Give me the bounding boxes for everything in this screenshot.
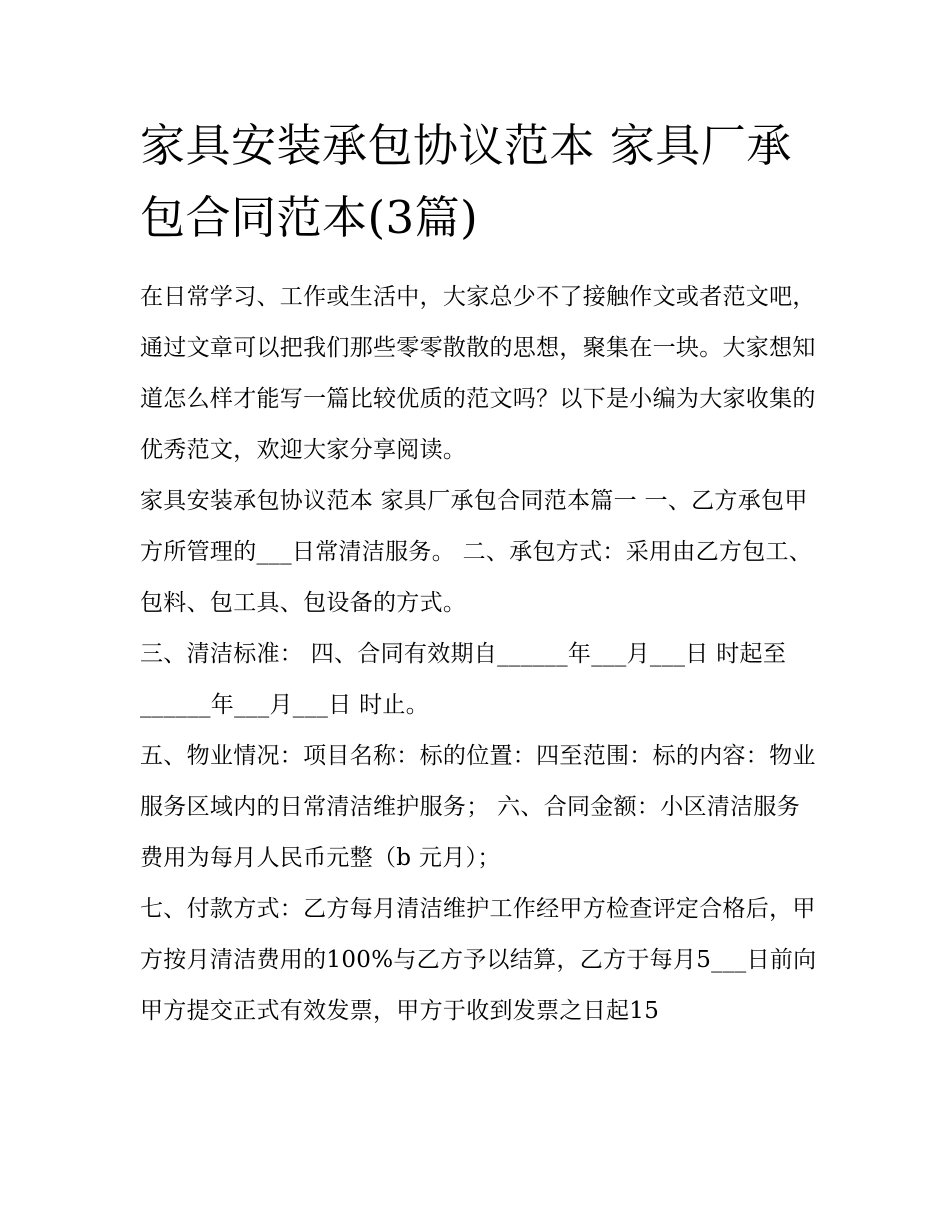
document-body <box>140 110 820 1037</box>
paragraph-clause-3-4: 三、清洁标准： 四、合同有效期自______年___月___日 时起至______年___月___日 时止。 <box>140 641 787 718</box>
paragraph-clause-1-2: 家具安装承包协议范本 家具厂承包合同范本篇一 一、乙方承包甲方所管理的___日常清洁服务。 二、承包方式：采用由乙方包工、包料、包工具、包设备的方式。 <box>140 488 813 616</box>
paragraph-clause-7: 七、付款方式：乙方每月清洁维护工作经甲方检查评定合格后，甲方按月清洁费用的100%与乙方予以结算，乙方于每月5___日前向甲方提交正式有效发票，甲方于收到发票之日起15 <box>140 896 817 1024</box>
document-title: 家具安装承包协议范本 家具厂承包合同范本(3篇) <box>140 119 792 244</box>
paragraph-clause-5-6: 五、物业情况：项目名称：标的位置：四至范围：标的内容：物业服务区域内的日常清洁维护服务； 六、合同金额：小区清洁服务费用为每月人民币元整（b 元月）； <box>140 743 816 871</box>
paragraph-intro: 在日常学习、工作或生活中，大家总少不了接触作文或者范文吧，通过文章可以把我们那些零零散散的思想，聚集在一块。大家想知道怎么样才能写一篇比较优质的范文吗？以下是小编为大家收集的优秀范文，欢迎大家分享阅读。 <box>140 284 816 463</box>
